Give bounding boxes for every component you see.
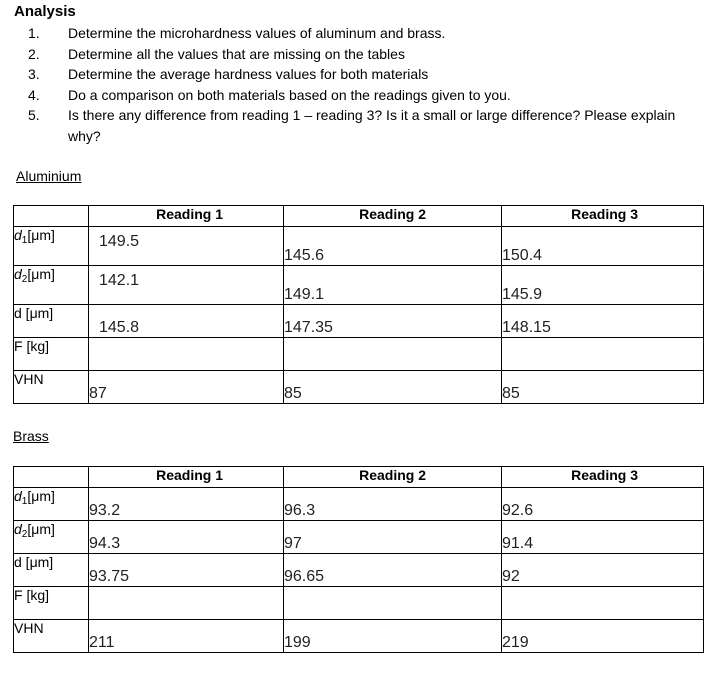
task-text: Do a comparison on both materials based on the readings given to you.	[68, 86, 511, 103]
table-row-vhn	[14, 620, 704, 653]
cell-value: 145.6	[284, 227, 502, 266]
cell-value: 92	[502, 554, 704, 587]
cell-value: 92.6	[502, 488, 704, 521]
cell-value: 96.3	[284, 488, 502, 521]
task-number: 4.	[28, 86, 40, 103]
table-row-vhn	[14, 371, 704, 404]
corner-cell	[14, 467, 89, 488]
task-item	[28, 44, 698, 65]
task-item	[28, 85, 698, 106]
aluminium-table	[13, 205, 704, 404]
row-label-d: d [μm]	[14, 554, 89, 587]
table-row-d2	[14, 521, 704, 554]
cell-value: 145.8	[89, 305, 284, 338]
table-row-d1	[14, 488, 704, 521]
analysis-heading: Analysis	[14, 3, 76, 20]
cell-value: 149.5	[89, 227, 284, 266]
task-item	[28, 23, 698, 44]
table-row-d	[14, 305, 704, 338]
cell-value: 211	[89, 620, 284, 653]
cell-value: 199	[284, 620, 502, 653]
task-number: 3.	[28, 66, 40, 82]
task-number: 1.	[28, 25, 40, 41]
task-text: Determine all the values that are missing on the tables	[68, 45, 405, 62]
cell-value: 149.1	[284, 266, 502, 305]
row-label-f: F [kg]	[14, 587, 89, 620]
table-header-row	[14, 467, 704, 488]
cell-value: 85	[502, 371, 704, 404]
cell-value	[284, 338, 502, 371]
cell-value: 85	[284, 371, 502, 404]
row-label-f: F [kg]	[14, 338, 89, 371]
cell-value: 145.9	[502, 266, 704, 305]
cell-value: 96.65	[284, 554, 502, 587]
task-list	[28, 23, 698, 146]
table-row-d1	[14, 227, 704, 266]
column-header-reading-1: Reading 1	[89, 206, 284, 227]
aluminium-section-title: Aluminium	[16, 168, 82, 184]
cell-value: 97	[284, 521, 502, 554]
cell-value: 147.35	[284, 305, 502, 338]
row-label-d2: $d_2[\mu m]$	[14, 266, 89, 305]
task-text: Determine the microhardness values of aluminum and brass.	[68, 25, 446, 41]
brass-table	[13, 466, 704, 653]
task-text: Determine the average hardness values for both materials	[68, 66, 429, 82]
task-item	[28, 105, 698, 146]
cell-value: 148.15	[502, 305, 704, 338]
row-label-d1: $d_1[\mu m]$	[14, 227, 89, 266]
task-number: 5.	[28, 107, 40, 123]
table-row-f	[14, 587, 704, 620]
cell-value	[502, 587, 704, 620]
column-header-reading-2: Reading 2	[284, 467, 502, 488]
column-header-reading-3: Reading 3	[502, 206, 704, 227]
cell-value	[89, 338, 284, 371]
column-header-reading-3: Reading 3	[502, 467, 704, 488]
task-item	[28, 64, 698, 85]
cell-value	[89, 587, 284, 620]
column-header-reading-1: Reading 1	[89, 467, 284, 488]
task-text: Is there any difference from reading 1 – reading 3? Is it a small or large difference? Please explain why?	[68, 107, 676, 144]
cell-value	[284, 587, 502, 620]
table-row-d2	[14, 266, 704, 305]
task-number: 2.	[28, 45, 40, 62]
brass-section-title: Brass	[13, 428, 49, 444]
cell-value: 91.4	[502, 521, 704, 554]
column-header-reading-2: Reading 2	[284, 206, 502, 227]
cell-value: 94.3	[89, 521, 284, 554]
table-row-f	[14, 338, 704, 371]
row-label-d1: $d_1[\mu m]$	[14, 488, 89, 521]
cell-value: 87	[89, 371, 284, 404]
cell-value: 142.1	[89, 266, 284, 305]
cell-value: 150.4	[502, 227, 704, 266]
corner-cell	[14, 206, 89, 227]
row-label-vhn: VHN	[14, 371, 89, 404]
cell-value: 93.75	[89, 554, 284, 587]
cell-value: 219	[502, 620, 704, 653]
cell-value	[502, 338, 704, 371]
table-header-row	[14, 206, 704, 227]
cell-value: 93.2	[89, 488, 284, 521]
table-row-d	[14, 554, 704, 587]
row-label-d2: $d_2[\mu m]$	[14, 521, 89, 554]
row-label-d: d [μm]	[14, 305, 89, 338]
row-label-vhn: VHN	[14, 620, 89, 653]
